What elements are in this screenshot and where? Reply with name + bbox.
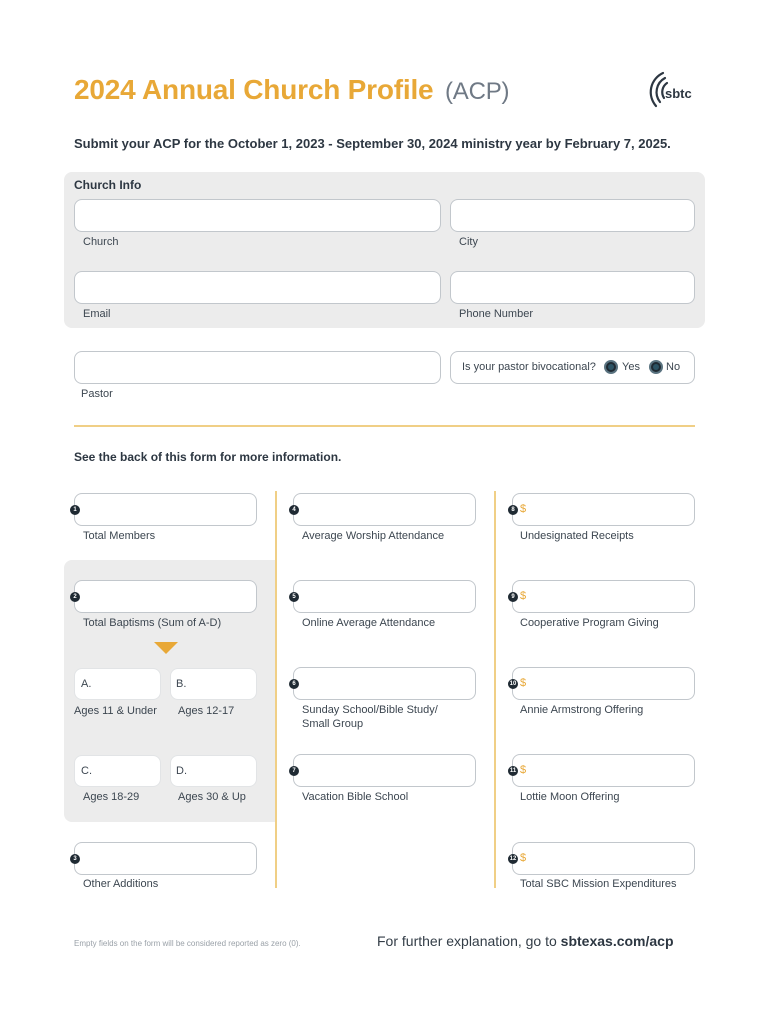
bivocational-question: Is your pastor bivocational? [462,361,596,373]
city-label: City [459,236,478,248]
total-members-label: Total Members [83,530,156,542]
title-suffix: (ACP) [445,78,510,105]
cooperative-number: 9 [508,592,518,602]
pastor-field[interactable] [74,351,441,384]
sunday-school-label-line2: Small Group [302,717,364,730]
church-label: Church [83,236,119,248]
total-members-number: 1 [70,505,80,515]
section-divider [74,425,695,427]
avg-worship-number: 4 [289,505,299,515]
total-sbc-number: 12 [509,856,517,862]
other-additions-label: Other Additions [83,878,159,890]
total-baptisms-number: 2 [70,592,80,602]
undesignated-field[interactable] [512,493,695,526]
acp-link[interactable]: sbtexas.com/acp [560,933,674,949]
sunday-school-label [302,704,438,732]
further-explanation [377,933,674,949]
avg-worship-field[interactable] [293,493,476,526]
lottie-moon-label: Lottie Moon Offering [520,791,620,803]
bivocational-yes-label: Yes [622,361,640,373]
annie-armstrong-label: Annie Armstrong Offering [520,704,644,716]
baptisms-a-label: Ages 11 & Under [74,705,157,717]
other-additions-number: 3 [70,854,80,864]
online-avg-number: 5 [289,592,299,602]
column-divider-left [275,491,277,888]
church-info-heading: Church Info [74,178,142,192]
baptisms-b-letter: B. [176,678,187,690]
avg-worship-label: Average Worship Attendance [302,530,445,542]
church-info-panel [64,172,705,328]
total-members-field[interactable] [74,493,257,526]
further-text: For further explanation, go to [377,933,557,949]
sunday-school-field[interactable] [293,667,476,700]
vbs-label: Vacation Bible School [302,791,409,803]
lottie-moon-dollar: $ [520,764,527,776]
cooperative-field[interactable] [512,580,695,613]
cooperative-dollar: $ [520,590,527,602]
total-baptisms-field[interactable] [74,580,257,613]
total-sbc-label: Total SBC Mission Expenditures [520,878,677,890]
logo-text: sbtc [665,86,692,101]
other-additions-field[interactable] [74,842,257,875]
column-divider-right [494,491,496,888]
phone-field[interactable] [450,271,695,304]
online-avg-label: Online Average Attendance [302,617,436,629]
baptisms-d-letter: D. [176,765,187,777]
down-arrow-icon [154,642,178,654]
email-field[interactable] [74,271,441,304]
undesignated-number: 8 [508,505,518,515]
baptisms-c-letter: C. [81,765,92,777]
bivocational-yes-radio[interactable] [604,360,618,374]
sunday-school-label-line1: Sunday School/Bible Study/ [302,704,438,716]
lottie-moon-field[interactable] [512,754,695,787]
lottie-moon-number: 11 [509,768,517,774]
annie-armstrong-field[interactable] [512,667,695,700]
info-note: See the back of this form for more information. [74,450,342,464]
bivocational-no-radio[interactable] [649,360,663,374]
email-label: Email [83,308,111,320]
undesignated-dollar: $ [520,503,527,515]
sbtc-logo [646,66,698,114]
online-avg-field[interactable] [293,580,476,613]
annie-armstrong-dollar: $ [520,677,527,689]
pastor-label: Pastor [81,388,113,400]
submission-instructions: Submit your ACP for the October 1, 2023 - September 30, 2024 ministry year by February 7, 2025. [74,136,671,151]
sunday-school-number: 6 [289,679,299,689]
annie-armstrong-number: 10 [509,681,517,687]
vbs-number: 7 [289,766,299,776]
undesignated-label: Undesignated Receipts [520,530,634,542]
cooperative-label: Cooperative Program Giving [520,617,659,629]
total-sbc-field[interactable] [512,842,695,875]
baptisms-c-label: Ages 18-29 [83,791,140,803]
total-baptisms-label: Total Baptisms (Sum of A-D) [83,617,222,629]
phone-label: Phone Number [459,308,533,320]
bivocational-no-label: No [666,361,681,373]
zero-note: Empty fields on the form will be considered reported as zero (0). [74,939,301,948]
total-sbc-dollar: $ [520,852,527,864]
baptisms-a-letter: A. [81,678,92,690]
city-field[interactable] [450,199,695,232]
baptisms-d-label: Ages 30 & Up [178,791,246,803]
title-main: 2024 Annual Church Profile [74,74,434,105]
vbs-field[interactable] [293,754,476,787]
page-title [74,74,509,106]
baptisms-b-label: Ages 12-17 [178,705,235,717]
church-field[interactable] [74,199,441,232]
